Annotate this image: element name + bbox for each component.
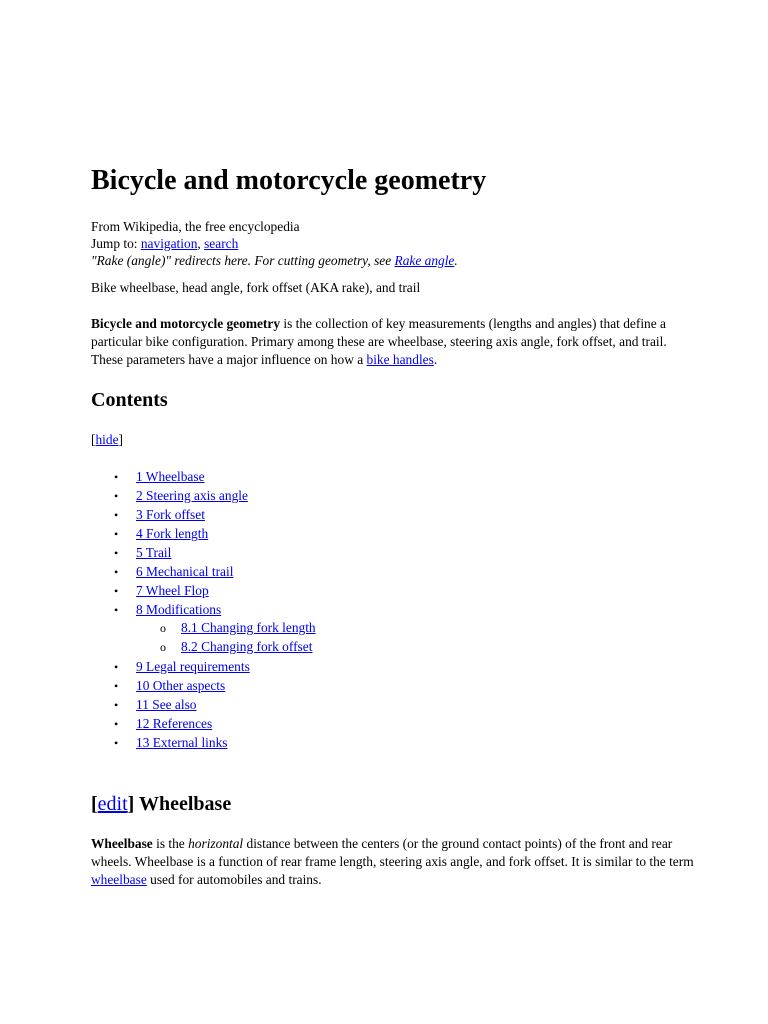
rake-angle-link[interactable]: Rake angle [394,253,455,268]
toc-link-modifications[interactable]: 8 Modifications [136,602,222,617]
page-title: Bicycle and motorcycle geometry [91,165,487,196]
wheelbase-heading [91,791,231,817]
bullet-icon: • [114,489,119,503]
bullet-icon: • [114,698,119,712]
toc-link-fork-offset[interactable]: 3 Fork offset [136,507,205,522]
wheelbase-text-3: used for automobiles and trains. [146,872,322,887]
toc-link-changing-fork-offset[interactable]: 8.2 Changing fork offset [181,639,313,654]
wheelbase-text-1: is the [152,836,189,851]
bike-handles-link[interactable]: bike handles [366,352,434,367]
bullet-icon: • [114,584,119,598]
toc-link-fork-length[interactable]: 4 Fork length [136,526,209,541]
jump-separator: , [197,236,205,251]
bullet-icon: • [114,736,119,750]
toc-link-trail[interactable]: 5 Trail [136,545,172,560]
bullet-icon: • [114,717,119,731]
toc-link-mechanical-trail[interactable]: 6 Mechanical trail [136,564,234,579]
circle-bullet-icon: o [160,621,166,635]
toc-bracket-open: [ [91,432,96,447]
redirect-hatnote [91,252,458,269]
toc-link-wheel-flop[interactable]: 7 Wheel Flop [136,583,209,598]
bullet-icon: • [114,565,119,579]
image-caption: Bike wheelbase, head angle, fork offset (AKA rake), and trail [91,280,421,295]
toc-link-external-links[interactable]: 13 External links [136,735,228,750]
navigation-link[interactable]: navigation [140,236,198,251]
toc-link-steering-axis-angle[interactable]: 2 Steering axis angle [136,488,248,503]
toc-link-references[interactable]: 12 References [136,716,213,731]
toc-link-wheelbase[interactable]: 1 Wheelbase [136,469,205,484]
bullet-icon: • [114,527,119,541]
bullet-icon: • [114,470,119,484]
hide-toc-link[interactable]: hide [95,432,119,447]
site-subtitle: From Wikipedia, the free encyclopedia [91,219,300,234]
intro-end: . [433,352,438,367]
circle-bullet-icon: o [160,640,166,654]
edit-bracket-open: [ [91,793,98,815]
bullet-icon: • [114,508,119,522]
wheelbase-text-2: distance between the centers (or the ground contact points) of the front and rear wheels. Wheelbase is a function of rear frame length, steering axis angle, and fork offset. It is similar to the term [91,836,694,869]
wheelbase-link[interactable]: wheelbase [91,872,147,887]
toc-bracket-close: ] [118,432,123,447]
jump-to-label: Jump to: [91,236,141,251]
bullet-icon: • [114,546,119,560]
contents-heading: Contents [91,389,168,411]
intro-paragraph [91,315,701,369]
toc-toggle [91,431,123,448]
wheelbase-paragraph [91,835,701,889]
jump-to-line [91,235,238,252]
bullet-icon: • [114,603,119,617]
wheelbase-bold-term: Wheelbase [91,836,153,851]
section-title: Wheelbase [134,793,232,815]
intro-text: is the collection of key measurements (lengths and angles) that define a particular bike configuration. Primary among these are wheelbase, steering axis angle, fork offset, and trail. These parameters have a major influence on how a [91,316,667,367]
search-link[interactable]: search [204,236,239,251]
toc-link-see-also[interactable]: 11 See also [136,697,197,712]
toc-link-legal-requirements[interactable]: 9 Legal requirements [136,659,250,674]
bullet-icon: • [114,660,119,674]
bullet-icon: • [114,679,119,693]
toc-link-other-aspects[interactable]: 10 Other aspects [136,678,226,693]
toc-link-changing-fork-length[interactable]: 8.1 Changing fork length [181,620,316,635]
intro-bold-term: Bicycle and motorcycle geometry [91,316,281,331]
redirect-text: "Rake (angle)" redirects here. For cutting geometry, see [91,253,395,268]
wheelbase-italic: horizontal [188,836,244,851]
redirect-end: . [454,253,458,268]
edit-section-link[interactable]: edit [97,793,128,815]
edit-bracket-close: ] [127,793,135,815]
